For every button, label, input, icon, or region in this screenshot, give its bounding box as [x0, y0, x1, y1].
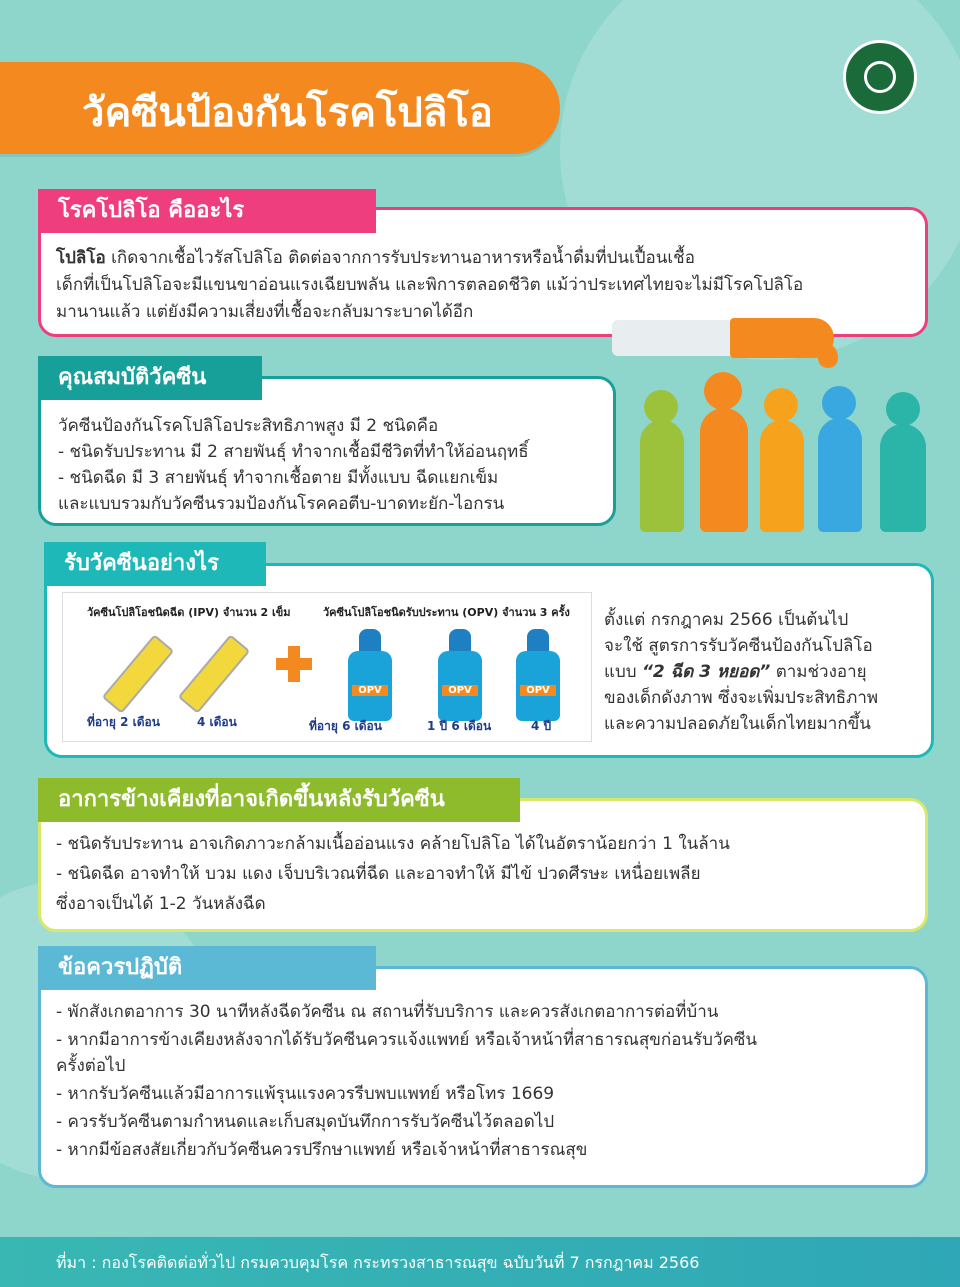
footer-bar: [0, 1237, 960, 1287]
section5-line2: - หากมีอาการข้างเคียงหลังจากได้รับวัคซีนควรแจ้งแพทย์ หรือเจ้าหน้าที่สาธารณสุขก่อนรับวัคซีน: [56, 1030, 758, 1050]
child-head-blue: [822, 386, 856, 420]
section5-line6: - หากมีข้อสงสัยเกี่ยวกับวัคซีนควรปรึกษาแพทย์ หรือเจ้าหน้าที่สาธารณสุข: [56, 1140, 588, 1160]
plus-icon-vertical: [288, 646, 300, 682]
section3-line3-a: แบบ: [604, 662, 642, 682]
section-heading-vaccine-properties: คุณสมบัติวัคซีน: [38, 356, 262, 400]
opv-bottle-1-icon: [348, 651, 392, 721]
age-ipv-2: 4 เดือน: [197, 715, 237, 729]
title-banner: [0, 62, 560, 154]
section2-line3: - ชนิดฉีด มี 3 สายพันธุ์ ทำจากเชื้อตาย มีทั้งแบบ ฉีดแยกเข็ม: [58, 468, 499, 488]
age-ipv-1: ที่อายุ 2 เดือน: [87, 715, 160, 729]
child-head-orange: [704, 372, 742, 410]
child-silhouette-yellow: [760, 420, 804, 532]
opv-tag-2: OPV: [442, 685, 478, 696]
opv-tag-1: OPV: [352, 685, 388, 696]
child-head-teal: [886, 392, 920, 426]
section1-line1: [56, 244, 695, 272]
source-credit: ที่มา : กองโรคติดต่อทั่วไป กรมควบคุมโรค กระทรวงสาธารณสุข ฉบับวันที่ 7 กรกฎาคม 2566: [56, 1253, 700, 1272]
section2-line1: วัคซีนป้องกันโรคโปลิโอประสิทธิภาพสูง มี 2 ชนิดคือ: [58, 416, 439, 436]
age-opv-3: 4 ปี: [531, 719, 552, 733]
section5-line5: - ควรรับวัคซีนตามกำหนดและเก็บสมุดบันทึกการรับวัคซีนไว้ตลอดไป: [56, 1112, 555, 1132]
section2-line4: และแบบรวมกับวัคซีนรวมป้องกันโรคคอตีบ-บาดทะยัก-ไอกรน: [58, 494, 505, 514]
two-shots-three-drops: “2 ฉีด 3 หยอด”: [641, 662, 771, 682]
ipv-syringe-1-icon: [102, 634, 175, 714]
page-title: วัคซีนป้องกันโรคโปลิโอ: [82, 90, 493, 136]
ipv-label: วัคซีนโปลิโอชนิดฉีด (IPV) จำนวน 2 เข็ม: [87, 606, 291, 619]
section4-line1: - ชนิดรับประทาน อาจเกิดภาวะกล้ามเนื้ออ่อนแรง คล้ายโปลิโอ ได้ในอัตราน้อยกว่า 1 ในล้าน: [56, 834, 730, 854]
child-silhouette-green: [640, 420, 684, 532]
opv-tag-3: OPV: [520, 685, 556, 696]
section5-line3: ครั้งต่อไป: [56, 1056, 126, 1076]
section1-line1-text: เกิดจากเชื้อไวรัสโปลิโอ ติดต่อจากการรับประทานอาหารหรือน้ำดื่มที่ปนเปื้อนเชื้อ: [105, 248, 695, 268]
section4-line2: - ชนิดฉีด อาจทำให้ บวม แดง เจ็บบริเวณที่ฉีด และอาจทำให้ มีไข้ ปวดศีรษะ เหนื่อยเพลีย: [56, 864, 701, 884]
vaccine-schedule-image: [62, 592, 592, 742]
child-head-green: [644, 390, 678, 424]
child-silhouette-blue: [818, 418, 862, 532]
section3-line1: ตั้งแต่ กรกฎาคม 2566 เป็นต้นไป: [604, 610, 849, 630]
opv-label: วัคซีนโปลิโอชนิดรับประทาน (OPV) จำนวน 3 ครั้ง: [323, 606, 570, 619]
age-opv-2: 1 ปี 6 เดือน: [427, 719, 492, 733]
opv-bottle-2-icon: [438, 651, 482, 721]
opv-bottle-3-icon: [516, 651, 560, 721]
section3-line3: [604, 658, 867, 686]
child-silhouette-orange: [700, 408, 748, 532]
child-silhouette-teal: [880, 424, 926, 532]
section-heading-how-to-receive: รับวัคซีนอย่างไร: [44, 542, 266, 586]
ipv-syringe-2-icon: [178, 634, 251, 714]
section1-line2: เด็กที่เป็นโปลิโอจะมีแขนขาอ่อนแรงเฉียบพลัน และพิการตลอดชีวิต แม้ว่าประเทศไทยจะไม่มีโรคโปลิโอ: [56, 275, 804, 295]
section-heading-side-effects: อาการข้างเคียงที่อาจเกิดขึ้นหลังรับวัคซีน: [38, 778, 520, 822]
ministry-logo: [843, 40, 917, 114]
polio-term: โปลิโอ: [56, 248, 106, 268]
section3-line5: และความปลอดภัยในเด็กไทยมากขึ้น: [604, 714, 871, 734]
section1-line3: มานานแล้ว แต่ยังมีความเสี่ยงที่เชื้อจะกลับมาระบาดได้อีก: [56, 302, 474, 322]
section2-line2: - ชนิดรับประทาน มี 2 สายพันธุ์ ทำจากเชื้อมีชีวิตที่ทำให้อ่อนฤทธิ์: [58, 442, 529, 462]
section3-line4: ของเด็กดังภาพ ซึ่งจะเพิ่มประสิทธิภาพ: [604, 688, 879, 708]
section3-line2: จะใช้ สูตรการรับวัคซีนป้องกันโปลิโอ: [604, 636, 873, 656]
section5-line1: - พักสังเกตอาการ 30 นาทีหลังฉีดวัคซีน ณ สถานที่รับบริการ และควรสังเกตอาการต่อที่บ้าน: [56, 1002, 719, 1022]
section4-line3: ซึ่งอาจเป็นได้ 1-2 วันหลังฉีด: [56, 894, 266, 914]
section3-line3-c: ตามช่วงอายุ: [770, 662, 867, 682]
age-opv-1: ที่อายุ 6 เดือน: [309, 719, 382, 733]
section-heading-what-is-polio: โรคโปลิโอ คืออะไร: [38, 189, 376, 233]
child-head-yellow: [764, 388, 798, 422]
section-heading-recommendations: ข้อควรปฏิบัติ: [38, 946, 376, 990]
section5-line4: - หากรับวัคซีนแล้วมีอาการแพ้รุนแรงควรรีบพบแพทย์ หรือโทร 1669: [56, 1084, 555, 1104]
drop-icon: [818, 344, 838, 368]
